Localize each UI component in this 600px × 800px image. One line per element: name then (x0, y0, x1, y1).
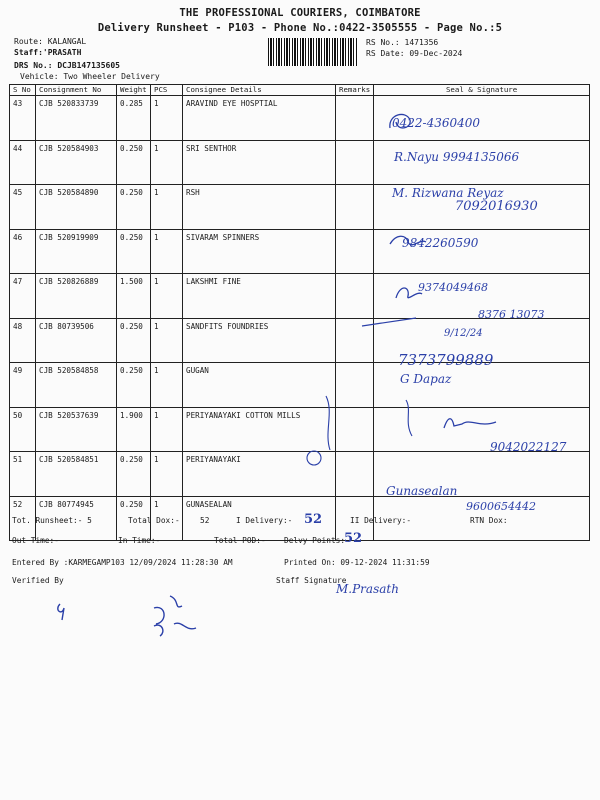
table-row (10, 229, 590, 274)
remarks-cell (336, 185, 374, 230)
consignee-cell: ARAVIND EYE HOSPTIAL (183, 96, 336, 141)
i-delivery-label: I Delivery:- (236, 516, 293, 525)
consignee-cell: GUGAN (183, 363, 336, 408)
total-dox-value: 52 (200, 516, 210, 525)
pcs-cell: 1 (151, 363, 183, 408)
consignment-cell: CJB 520537639 (36, 407, 117, 452)
weight-cell: 0.250 (117, 363, 151, 408)
table-header-row (10, 85, 590, 96)
signature-scribble-50 (320, 392, 430, 472)
remarks-cell (336, 96, 374, 141)
sno-cell: 49 (10, 363, 36, 408)
entered-by: Entered By :KARMEGAMP103 12/09/2024 11:28:30 AM (12, 558, 233, 567)
delvy-points-label: Delvy Points:- (284, 536, 350, 545)
barcode (268, 38, 358, 66)
pcs-cell: 1 (151, 274, 183, 319)
rs-date: RS Date: 09-Dec-2024 (366, 49, 463, 58)
handwritten-name-52: Gunasealan (386, 484, 458, 498)
table-row (10, 318, 590, 363)
weight-cell: 0.250 (117, 185, 151, 230)
handwritten-name-45: M. Rizwana Reyaz (392, 186, 504, 200)
weight-cell: 1.500 (117, 274, 151, 319)
consignment-cell: CJB 520919909 (36, 229, 117, 274)
sno-cell: 45 (10, 185, 36, 230)
consignee-cell: SRI SENTHOR (183, 140, 336, 185)
pcs-cell: 1 (151, 407, 183, 452)
handwritten-phone-43: 0422-4360400 (392, 116, 481, 130)
handwritten-phone-48: 8376 13073 (478, 308, 545, 321)
consignment-cell: CJB 520584903 (36, 140, 117, 185)
pcs-cell: 1 (151, 96, 183, 141)
sno-cell: 44 (10, 140, 36, 185)
consignee-cell: GUNASEALAN (183, 496, 336, 541)
handwritten-signature-44: R.Nayu 9994135066 (394, 150, 520, 164)
total-pod-label: Total POD:- (214, 536, 266, 545)
col-header-sno: S No (10, 85, 36, 96)
pcs-cell: 1 (151, 229, 183, 274)
consignment-cell: CJB 80774945 (36, 496, 117, 541)
ii-delivery-label: II Delivery:- (350, 516, 412, 525)
consignment-cell: CJB 520584890 (36, 185, 117, 230)
consignee-cell: SIVARAM SPINNERS (183, 229, 336, 274)
table-row (10, 452, 590, 497)
consignment-cell: CJB 80739506 (36, 318, 117, 363)
sno-cell: 52 (10, 496, 36, 541)
signature-scribble-43 (386, 108, 416, 134)
staff-signature-handwriting: M.Prasath (336, 582, 399, 596)
remarks-cell (336, 229, 374, 274)
pcs-cell: 1 (151, 452, 183, 497)
weight-cell: 0.250 (117, 229, 151, 274)
handwritten-date-48: 9/12/24 (444, 328, 483, 339)
staff-label: Staff:'PRASATH (14, 48, 82, 57)
consignment-cell: CJB 520584851 (36, 452, 117, 497)
consignee-cell: LAKSHMI FINE (183, 274, 336, 319)
in-time-label: In Time:- (118, 536, 161, 545)
vehicle-label: Vehicle: Two Wheeler Delivery (20, 72, 160, 81)
handwritten-phone-49: 7373799889 (398, 351, 494, 369)
total-dox-label: Total Dox:- (128, 516, 180, 525)
i-delivery-value: 52 (304, 512, 323, 527)
handwritten-name-49: G Dapaz (400, 372, 452, 386)
rs-number: RS No.: 1471356 (366, 38, 439, 47)
weight-cell: 1.900 (117, 407, 151, 452)
pcs-cell: 1 (151, 496, 183, 541)
pcs-cell: 1 (151, 318, 183, 363)
table-row (10, 96, 590, 141)
consignee-cell: SANDFITS FOUNDRIES (183, 318, 336, 363)
col-header-pcs: PCS (151, 85, 183, 96)
handwritten-phone-51: 9042022127 (490, 440, 567, 454)
document-title: THE PROFESSIONAL COURIERS, COIMBATORE (179, 7, 421, 19)
handwritten-phone-47: 9374049468 (418, 281, 488, 294)
sno-cell: 46 (10, 229, 36, 274)
consignment-cell: CJB 520584858 (36, 363, 117, 408)
handwritten-phone-46: 9842260590 (402, 236, 479, 250)
col-header-remarks: Remarks (336, 85, 374, 96)
signature-scribble-51 (440, 414, 500, 434)
sno-cell: 51 (10, 452, 36, 497)
staff-signature-label: Staff Signature (276, 576, 347, 585)
col-header-weight: Weight (117, 85, 151, 96)
weight-cell: 0.250 (117, 452, 151, 497)
remarks-cell (336, 140, 374, 185)
weight-cell: 0.250 (117, 496, 151, 541)
sno-cell: 50 (10, 407, 36, 452)
sno-cell: 43 (10, 96, 36, 141)
route-label: Route: KALANGAL (14, 37, 87, 46)
pcs-cell: 1 (151, 185, 183, 230)
consignment-cell: CJB 520826889 (36, 274, 117, 319)
col-header-consignment: Consignment No (36, 85, 117, 96)
verifier-signature (50, 592, 230, 642)
delvy-points-value: 52 (344, 531, 363, 546)
weight-cell: 0.250 (117, 140, 151, 185)
remarks-cell (336, 274, 374, 319)
pcs-cell: 1 (151, 140, 183, 185)
weight-cell: 0.285 (117, 96, 151, 141)
document-subtitle: Delivery Runsheet - P103 - Phone No.:0422-3505555 - Page No.:5 (97, 22, 503, 34)
consignee-cell: RSH (183, 185, 336, 230)
handwritten-phone-52: 9600654442 (466, 500, 536, 513)
out-time-label: Out Time:- (12, 536, 59, 545)
printed-on: Printed On: 09-12-2024 11:31:59 (284, 558, 430, 567)
sno-cell: 48 (10, 318, 36, 363)
total-runsheet: Tot. Runsheet:- 5 (12, 516, 92, 525)
handwritten-phone-45: 7092016930 (455, 199, 538, 214)
col-header-consignee: Consignee Details (183, 85, 336, 96)
rtn-dox-label: RTN Dox: (470, 516, 508, 525)
drs-number: DRS No.: DCJB147135605 (14, 61, 120, 70)
weight-cell: 0.250 (117, 318, 151, 363)
consignment-cell: CJB 520833739 (36, 96, 117, 141)
consignee-cell: PERIYANAYAKI (183, 452, 336, 497)
consignee-cell: PERIYANAYAKI COTTON MILLS (183, 407, 336, 452)
verified-by-label: Verified By (12, 576, 64, 585)
table-row (10, 363, 590, 408)
sno-cell: 47 (10, 274, 36, 319)
col-header-seal: Seal & Signature (374, 85, 590, 96)
signature-line-48 (360, 314, 420, 332)
